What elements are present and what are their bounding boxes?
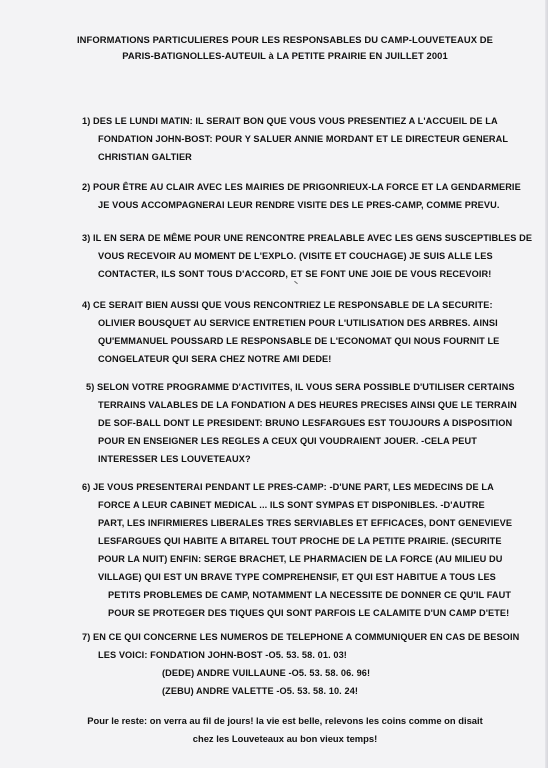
item-5-line-4: POUR EN ENSEIGNER LES REGLES A CEUX QUI VOUDRAIENT JOUER. -CELA PEUT: [98, 436, 477, 446]
closing-remark: [60, 712, 510, 748]
item-5-line-2: TERRAINS VALABLES DE LA FONDATION A DES HEURES PRECISES AINSI QUE LE TERRAIN: [98, 400, 517, 410]
item-6-line-6: VILLAGE) QUI EST UN BRAVE TYPE COMPREHENSIF, ET QUI EST HABITUE A TOUS LES: [98, 572, 496, 582]
item-1-line-1: 1) DES LE LUNDI MATIN: IL SERAIT BON QUE VOUS VOUS PRESENTIEZ A L'ACCUEIL DE LA: [82, 116, 498, 126]
item-7-line-1: 7) EN CE QUI CONCERNE LES NUMEROS DE TELEPHONE A COMMUNIQUER EN CAS DE BESOIN: [82, 632, 520, 642]
item-5-line-1: 5) SELON VOTRE PROGRAMME D'ACTIVITES, IL VOUS SERA POSSIBLE D'UTILISER CERTAINS: [86, 382, 515, 392]
item-1-line-2: FONDATION JOHN-BOST: POUR Y SALUER ANNIE MORDANT ET LE DIRECTEUR GENERAL: [98, 134, 509, 144]
item-6-line-7: PETITS PROBLEMES DE CAMP, NOTAMMENT LA NECESSITE DE DONNER CE QU'IL FAUT: [108, 590, 512, 600]
item-5-line-5: INTERESSER LES LOUVETEAUX?: [98, 454, 251, 464]
item-6-line-1: 6) JE VOUS PRESENTERAI PENDANT LE PRES-CAMP: -D'UNE PART, LES MEDECINS DE LA: [82, 482, 494, 492]
item-4-line-2: OLIVIER BOUSQUET AU SERVICE ENTRETIEN POUR L'UTILISATION DES ARBRES. AINSI: [98, 318, 498, 328]
phone-zebu: (ZEBU) ANDRE VALETTE -O5. 53. 58. 10. 24!: [162, 686, 359, 696]
item-6-line-3: PART, LES INFIRMIERES LIBERALES TRES SERVIABLES ET EFFICACES, DONT GENEVIEVE: [98, 518, 513, 528]
item-6-line-2: FORCE A LEUR CABINET MEDICAL ... ILS SONT SYMPAS ET DISPONIBLES. -D'AUTRE: [98, 500, 485, 510]
item-1: [82, 112, 508, 166]
item-3-line-3: CONTACTER, ILS SONT TOUS D'ACCORD, ET SE FONT UNE JOIE DE VOUS RECEVOIR!: [98, 269, 492, 279]
title-line-1: INFORMATIONS PARTICULIERES POUR LES RESPONSABLES DU CAMP-LOUVETEAUX DE: [76, 34, 494, 45]
item-2: [82, 178, 521, 214]
item-4-line-4: CONGELATEUR QUI SERA CHEZ NOTRE AMI DEDE!: [98, 354, 332, 364]
item-5: [86, 378, 517, 468]
document-title: [60, 32, 510, 64]
item-1-line-3: CHRISTIAN GALTIER: [98, 152, 192, 162]
item-3: [82, 229, 532, 283]
item-6: [82, 478, 512, 622]
item-7: [82, 628, 519, 700]
item-3-line-2: VOUS RECEVOIR AU MOMENT DE L'EXPLO. (VISITE ET COUCHAGE) JE SUIS ALLE LES: [98, 251, 493, 261]
item-6-line-8: POUR SE PROTEGER DES TIQUES QUI SONT PARFOIS LE CALAMITE D'UN CAMP D'ETE!: [108, 608, 510, 618]
item-4-line-3: QU'EMMANUEL POUSSARD LE RESPONSABLE DE L'ECONOMAT QUI NOUS FOURNIT LE: [98, 336, 500, 346]
item-3-line-1: 3) IL EN SERA DE MÊME POUR UNE RENCONTRE PREALABLE AVEC LES GENS SUSCEPTIBLES DE: [82, 233, 533, 243]
item-4: [82, 296, 499, 368]
item-5-line-3: DE SOF-BALL DONT LE PRESIDENT: BRUNO LESFARGUES EST TOUJOURS A DISPOSITION: [98, 418, 513, 428]
phone-fondation: LES VOICI: FONDATION JOHN-BOST -O5. 53. 58. 01. 03!: [98, 650, 347, 660]
item-2-line-1: 2) POUR ÊTRE AU CLAIR AVEC LES MAIRIES DE PRIGONRIEUX-LA FORCE ET LA GENDARMERIE: [82, 182, 521, 192]
title-line-2: PARIS-BATIGNOLLES-AUTEUIL à LA PETITE PRAIRIE EN JUILLET 2001: [122, 50, 448, 61]
closing-line-1: Pour le reste: on verra au fil de jours! la vie est belle, relevons les coins comme on disait: [87, 715, 483, 726]
phone-dede: (DEDE) ANDRE VUILLAUNE -O5. 53. 58. 06. 96!: [162, 668, 371, 678]
item-2-line-2: JE VOUS ACCOMPAGNERAI LEUR RENDRE VISITE DES LE PRES-CAMP, COMME PREVU.: [98, 200, 500, 210]
closing-line-2: chez les Louveteaux au bon vieux temps!: [192, 733, 378, 744]
item-4-line-1: 4) CE SERAIT BIEN AUSSI QUE VOUS RENCONTRIEZ LE RESPONSABLE DE LA SECURITE:: [82, 300, 493, 310]
item-6-line-4: LESFARGUES QUI HABITE A BITAREL TOUT PROCHE DE LA PETITE PRAIRIE. (SECURITE: [98, 536, 502, 546]
item-6-line-5: POUR LA NUIT) ENFIN: SERGE BRACHET, LE PHARMACIEN DE LA FORCE (AU MILIEU DU: [98, 554, 503, 564]
